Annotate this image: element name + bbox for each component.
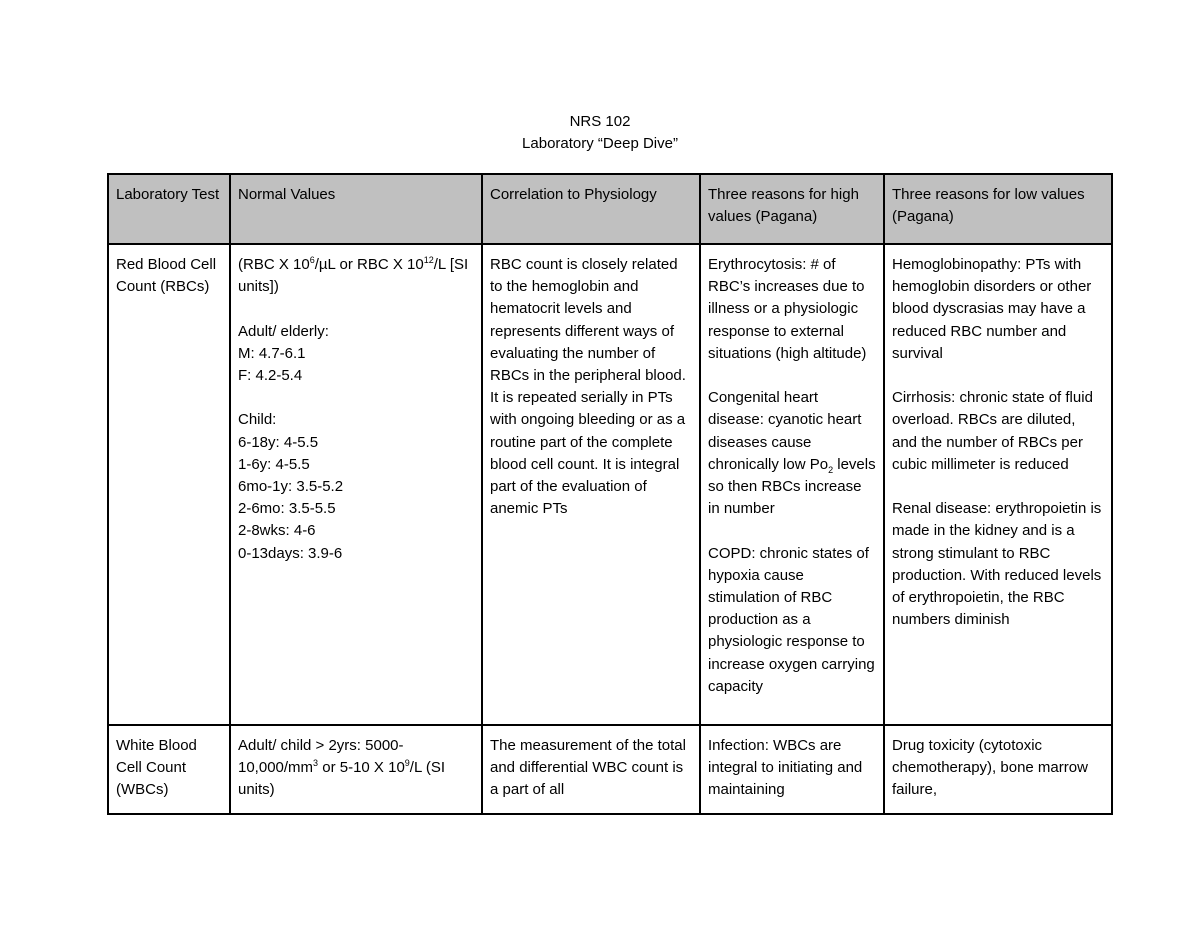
reason-text: levels so then RBCs increase in number [708,455,876,518]
cell-low-reasons [884,244,1112,725]
reason-text: Congenital heart disease: cyanotic heart diseases cause chronically low Po [708,389,862,473]
cell-test-name: Red Blood Cell Count (RBCs) [108,244,230,725]
normal-text: or 5-10 X 10 [318,759,405,777]
cell-normal-values [230,725,482,814]
normal-exponent: 9 [404,758,410,769]
lab-table [107,173,1113,815]
table-header-row [108,174,1112,244]
high-reason: COPD: chronic states of hypoxia cause stimulation of RBC production as a physiologic response to increase oxygen carrying capacity [708,544,875,695]
header-normal-values: Normal Values [230,174,482,244]
reason-subscript: 2 [828,464,834,475]
high-reason: Erythrocytosis: # of RBC’s increases due to illness or a physiologic response to external situations (high altitude) [708,256,867,362]
low-reason: Hemoglobinopathy: PTs with hemoglobin disorders or other blood dyscrasias may have a reduced RBC number and survival [892,256,1092,362]
cell-test-name: White Blood Cell Count (WBCs) [108,725,230,814]
header-correlation: Correlation to Physiology [482,174,700,244]
low-reason: Cirrhosis: chronic state of fluid overload. RBCs are diluted, and the number of RBCs per cubic millimeter is reduced [892,389,1093,473]
normal-value: 2-6mo: 3.5-5.5 [238,500,336,518]
units-text: (RBC X 10 [238,256,310,273]
units-text: /L [SI units]) [238,256,469,296]
cell-high-reasons [700,244,884,725]
normal-text: /L (SI units) [238,759,446,799]
normal-value: 1-6y: 4-5.5 [238,455,310,473]
normal-value: 6-18y: 4-5.5 [238,433,319,451]
units-text: /µL or RBC X 10 [314,256,424,273]
normal-text: Adult/ child > 2yrs: 5000-10,000/mm [238,737,404,777]
normal-value: M: 4.7-6.1 [238,344,306,362]
table-row-rbc [108,244,1112,725]
child-label: Child: [238,411,277,429]
normal-value: 2-8wks: 4-6 [238,522,316,540]
normal-value: F: 4.2-5.4 [238,367,303,384]
document-title-block [0,111,1200,155]
low-reason: Renal disease: erythropoietin is made in the kidney and is a strong stimulant to RBC production. With reduced levels of erythropoietin, the RBC numbers diminish [892,500,1102,629]
high-reason [708,387,876,520]
normal-value: 6mo-1y: 3.5-5.2 [238,478,344,495]
normal-exponent: 3 [313,758,319,769]
header-low-reasons: Three reasons for low values (Pagana) [884,174,1112,244]
course-title: NRS 102 [569,113,631,130]
cell-correlation: RBC count is closely related to the hemoglobin and hematocrit levels and represents different ways of evaluating the number of RBCs in the peripheral blood. It is repeated serially in PTs with ongoing bleeding or as a routine part of the complete blood cell count. It is integral part of the evaluation of anemic PTs [482,244,700,725]
header-high-reasons: Three reasons for high values (Pagana) [700,174,884,244]
cell-high-reasons: Infection: WBCs are integral to initiating and maintaining [700,725,884,814]
table-row-wbc [108,725,1112,814]
cell-correlation: The measurement of the total and differential WBC count is a part of all [482,725,700,814]
units-line [238,254,474,298]
cell-low-reasons: Drug toxicity (cytotoxic chemotherapy), bone marrow failure, [884,725,1112,814]
cell-normal-values [230,244,482,725]
units-exponent: 12 [423,255,434,265]
adult-label: Adult/ elderly: [238,322,329,340]
header-laboratory-test: Laboratory Test [108,174,230,244]
units-exponent: 6 [309,255,315,265]
document-subtitle: Laboratory “Deep Dive” [522,135,678,152]
normal-value: 0-13days: 3.9-6 [238,544,343,562]
